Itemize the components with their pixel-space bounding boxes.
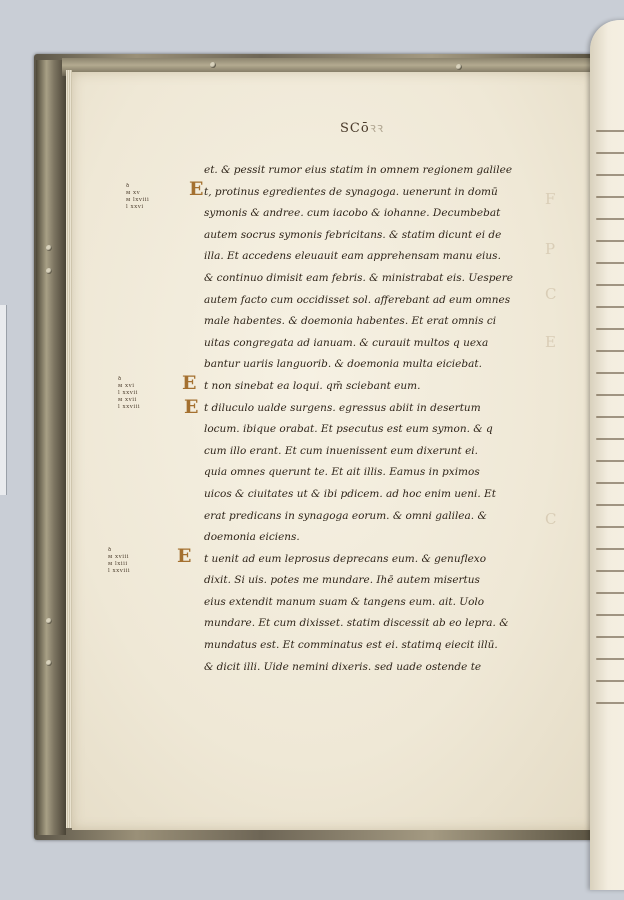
rubric-initial: E <box>182 372 197 394</box>
text-line: et. & pessit rumor eius statim in omnem regionem galilee <box>204 164 513 176</box>
binding-stud-icon <box>46 618 52 624</box>
binding-stud-icon <box>46 660 52 666</box>
manuscript-text <box>204 160 564 678</box>
adjacent-object-edge <box>0 305 7 495</box>
margin-note <box>126 183 149 211</box>
margin-note-line: ᴍ xvi <box>118 383 135 389</box>
text-line: t diluculo ualde surgens. egressus abiit in desertum <box>204 401 481 414</box>
margin-note-line: ᴍ lxviii <box>126 197 150 203</box>
text-line: t, protinus egredientes de synagoga. uenerunt in domū <box>204 185 498 198</box>
text-line: t uenit ad eum leprosus deprecans eum. & genuflexo <box>204 552 487 565</box>
rubric-initial: E <box>189 178 204 200</box>
running-head-text: SCō <box>340 121 370 136</box>
text-line: erat predicans in synagoga eorum. & omni galilea. & <box>204 509 487 522</box>
margin-note-line: ᴍ xv <box>126 190 141 196</box>
text-line: autem socrus symonis febricitans. & statim dicunt ei de <box>204 228 502 241</box>
bleed-through-letter: F <box>545 190 556 208</box>
text-line: dixit. Si uis. potes me mundare. Ihē autem misertus <box>204 574 480 587</box>
margin-note-line: l xxviii <box>108 568 131 574</box>
facing-page <box>590 20 624 890</box>
margin-note-line: ꝺ <box>126 183 130 189</box>
bleed-through-letter: E <box>545 333 556 351</box>
rubric-initial: E <box>184 396 199 418</box>
running-head <box>340 118 384 136</box>
text-line: t non sinebat ea loqui. qm̄ sciebant eum. <box>204 379 421 392</box>
margin-note-line: ᴍ xvii <box>118 397 137 403</box>
margin-note-line: ꝺ <box>108 547 112 553</box>
binding-spine-edge <box>36 60 66 835</box>
margin-note-line: ᴍ lxiii <box>108 561 128 567</box>
text-line: mundatus est. Et comminatus est ei. statimq eiecit illū. <box>204 639 498 652</box>
text-line: eius extendit manum suam & tangens eum. ait. Uolo <box>204 595 485 608</box>
text-line: symonis & andree. cum iacobo & iohanne. Decumbebat <box>204 207 501 220</box>
margin-note-line: ᴍ xviii <box>108 554 130 560</box>
margin-note-line: l xxviii <box>118 404 141 410</box>
text-line: locum. ibique orabat. Et psecutus est eum symon. & q <box>204 423 493 436</box>
text-line: & dicit illi. Uide nemini dixeris. sed uade ostende te <box>204 660 482 673</box>
margin-note-line: l xxvi <box>126 204 144 210</box>
text-line: uitas congregata ad ianuam. & curauit multos q uexa <box>204 336 489 349</box>
margin-note-line: l xxvii <box>118 390 138 396</box>
rubric-initial: E <box>177 545 192 567</box>
running-head-faint: ꝛꝛ <box>369 121 385 136</box>
text-line: bantur uariis languorib. & doemonia multa eiciebat. <box>204 358 482 371</box>
binding-stud-icon <box>210 62 216 68</box>
bleed-through-letter: C <box>545 285 557 303</box>
binding-stud-icon <box>46 245 52 251</box>
text-line: & continuo dimisit eam febris. & ministrabat eis. Uespere <box>204 271 513 284</box>
margin-note <box>118 376 140 411</box>
text-line: quia omnes querunt te. Et ait illis. Eamus in pximos <box>204 466 480 479</box>
text-line: uicos & ciuitates ut & ibi pdicem. ad hoc enim ueni. Et <box>204 487 496 500</box>
text-line: doemonia eiciens. <box>204 531 300 544</box>
binding-stud-icon <box>456 64 462 70</box>
text-line: illa. Et accedens eleuauit eam apprehensam manu eius. <box>204 250 501 263</box>
binding-stud-icon <box>46 268 52 274</box>
text-line: autem facto cum occidisset sol. afferebant ad eum omnes <box>204 293 511 306</box>
margin-note-line: ꝺ <box>118 376 122 382</box>
text-line: mundare. Et cum dixisset. statim discessit ab eo lepra. & <box>204 617 509 630</box>
bleed-through-letter: C <box>545 510 557 528</box>
margin-note <box>108 547 130 575</box>
text-line: male habentes. & doemonia habentes. Et erat omnis ci <box>204 315 497 328</box>
bleed-through-letter: P <box>545 240 556 258</box>
text-line: cum illo erant. Et cum inuenissent eum dixerunt ei. <box>204 444 479 457</box>
